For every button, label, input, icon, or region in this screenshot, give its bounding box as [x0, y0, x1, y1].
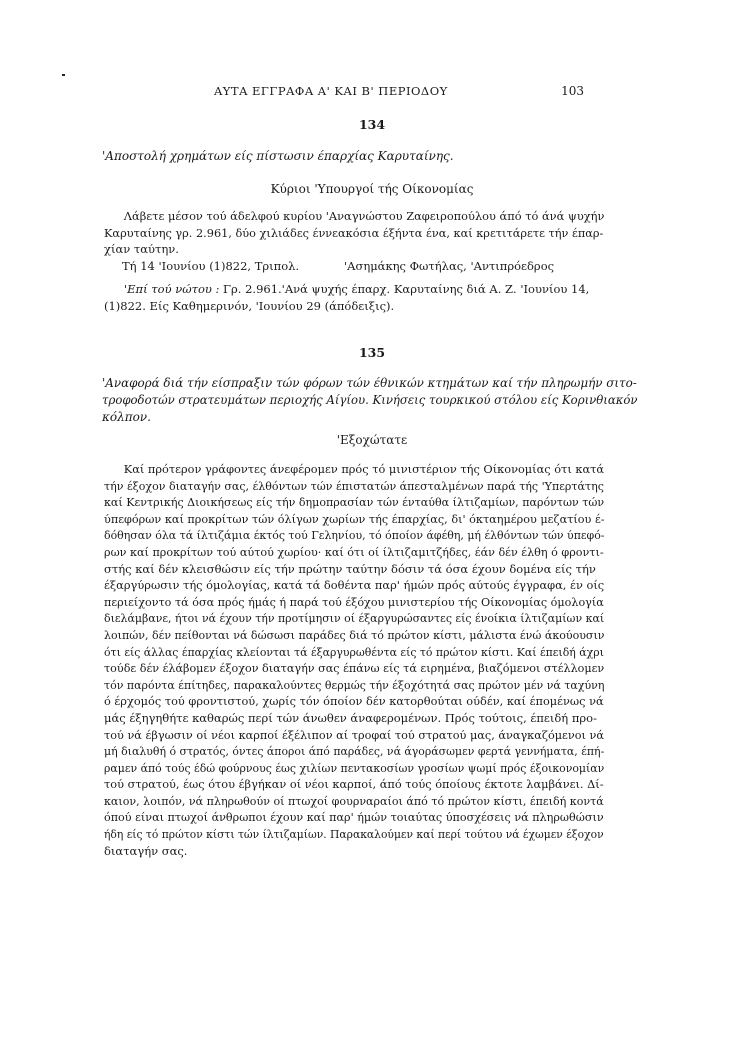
title-line: τροφοδοτών στρατευμάτων περιοχής Αίγίου. Κινήσεις τουρκικού στόλου είς Κορινθιακόν: [102, 393, 638, 407]
page-number: 103: [561, 84, 584, 98]
body-line: ραμεν άπό τούς έδώ φούρνους έως χιλίων πεντακοσίων γροσίων ψωμί πρός έξοικονομίαν: [104, 760, 605, 775]
body-line: ύπεφόρων καί προκρίτων τών όλίγων χωρίων τής έπαρχίας, δι' όκταημέρου μεζατίου έ-: [104, 511, 605, 526]
document-135-salutation: 'Εξοχώτατε: [336, 433, 408, 447]
body-line: μή διαλυθή ό στρατός, όντες άποροι άπό παράδες, νά άγοράσωμεν φερτά γεννήματα, έπή-: [104, 744, 605, 759]
document-134-endorsement: [104, 281, 604, 314]
endorsement-line: [104, 281, 604, 298]
endorsement-label: 'Επί τού νώτου :: [124, 282, 220, 296]
document-number-134: 134: [358, 117, 386, 132]
body-line: Καί πρότερον γράφοντες άνεφέρομεν πρός τό μινιστέριον τής Οίκονομίας ότι κατά: [123, 462, 605, 476]
document-134-title: 'Αποστολή χρημάτων είς πίστωσιν έπαρχίας Καρυταίνης.: [102, 149, 454, 163]
document-135-body: [104, 461, 604, 859]
body-line: όπού είναι πτωχοί άνθρωποι έχουν καί παρ' ήμών τοιαύτας ύποσχέσεις νά πληρωθώσιν: [104, 810, 604, 825]
date-place: Τή 14 'Ιουνίου (1)822, Τριπολ.: [122, 259, 300, 273]
signatory: 'Ασημάκης Φωτήλας, 'Αντιπρόεδρος: [344, 259, 555, 273]
running-header-title: ΑΥΤΑ ΕΓΓΡΑΦΑ Α' ΚΑΙ Β' ΠΕΡΙΟΔΟΥ: [214, 84, 448, 98]
body-line: τού στρατού, έως ότου έβγήκαν οί νέοι καρποί, άπό τούς όποίους έκτοτε λαμβάνει. Δί-: [104, 777, 604, 792]
document-number-135: 135: [358, 345, 386, 360]
body-line: ρων καί προκρίτων τού αύτού χωρίου· καί ότι οί ίλτιζαμιτζήδες, έάν δέν έλθη ό φροντι-: [104, 544, 604, 559]
document-134-salutation: Κύριοι 'Υπουργοί τής Οίκονομίας: [270, 182, 474, 196]
title-line: 'Αναφορά διά τήν είσπραξιν τών φόρων τών έθνικών κτημάτων καί τήν πληρωμήν σιτο-: [102, 376, 637, 390]
body-line: ό έρχομός τού φροντιστού, χωρίς τόν όποίον δέν κατορθούται ούδέν, καί έπομένως νά: [104, 694, 604, 709]
body-line: χίαν ταύτην.: [104, 242, 179, 257]
body-line: ότι είς άλλας έπαρχίας κλείονται τά έξαργυρωθέντα είς τό πρώτον κίστι. Καί έπειδή άχρι: [104, 644, 604, 659]
document-134-body: [104, 208, 604, 258]
endorsement-text: Γρ. 2.961.'Ανά ψυχής έπαρχ. Καρυταίνης διά Α. Ζ. 'Ιουνίου 14,: [219, 282, 590, 296]
margin-mark: [62, 74, 65, 76]
body-line: ήδη είς τό πρώτον κίστι τών ίλτιζαμίων. Παρακαλούμεν καί περί τούτου νά έχωμεν έξοχον: [104, 827, 604, 842]
body-line: λοιπών, δέν πείθονται νά δώσωσι παράδες διά τό πρώτον κίστι, μάλιστα ένώ άκούουσιν: [104, 627, 605, 642]
body-line: διελάμβανε, ήτοι νά έχουν τήν προτίμησιν οί έξαργυρώσαντες είς ένοίκια ίλτιζαμίων καί: [104, 611, 605, 626]
body-line: έξαργύρωσιν τής όμολογίας, κατά τά δοθέντα παρ' ήμών πρός αύτούς έγγραφα, έν οίς: [104, 578, 605, 593]
body-line: Καρυταίνης γρ. 2.961, δύο χιλιάδες έννεακόσια έξήντα ένα, καί κρετιτάρετε τήν έπαρ-: [104, 225, 604, 240]
body-line: στής καί δέν κλεισθώσιν είς τήν πρώτην ταύτην δόσιν τά όσα έχουν δομένα είς τήν: [104, 561, 596, 576]
endorsement-line: (1)822. Είς Καθημερινόν, 'Ιουνίου 29 (άπόδειξις).: [104, 298, 395, 313]
body-line: δόθησαν όλα τά ίλτιζάμια έκτός τού Γεληνίου, τό όποίον άφέθη, μή έλθόντων τών ύπεφό-: [104, 528, 605, 543]
body-line: τήν έξοχον διαταγήν σας, έλθόντων τών έπιστατών άπεσταλμένων παρά τής 'Υπερτάτης: [104, 478, 604, 493]
body-line: Λάβετε μέσον τού άδελφού κυρίου 'Αναγνώστου Ζαφειροπούλου άπό τό άνά ψυχήν: [123, 209, 605, 223]
title-line: κόλπον.: [102, 410, 151, 424]
body-line: περιείχοντο τά όσα πρός ήμάς ή παρά τού έξόχου μινιστερίου τής Οίκονομίας όμολογία: [104, 594, 604, 609]
body-line: τόν παρόντα έπίτηδες, παρακαλούντες θερμώς τήν έξοχότητά σας πρώτον μέν νά ταχύνη: [104, 677, 605, 692]
document-135-title: [102, 375, 637, 426]
body-line: μάς έξηγηθήτε καθαρώς περί τών άνωθεν άναφερομένων. Πρός τούτοις, έπειδή προ-: [104, 710, 597, 725]
body-line: καιον, λοιπόν, νά πληρωθούν οί πτωχοί φουρναραίοι άπό τό πρώτον κίστι, έπειδή κοντά: [104, 793, 604, 808]
running-header: [214, 84, 584, 102]
body-line: διαταγήν σας.: [104, 843, 188, 858]
body-line: τού νά έβγωσιν οί νέοι καρποί έξέλιπον αί τροφαί τού στρατού μας, άναγκαζόμενοι νά: [104, 727, 604, 742]
body-line: τούδε δέν έλάβομεν έξοχον διαταγήν σας έπάνω είς τά ειρημένα, βιαζόμενοι στέλλομεν: [104, 661, 605, 676]
body-line: καί Κεντρικής Διοικήσεως είς τήν δημοπρασίαν τών ένταύθα ίλτιζαμίων, παρόντων τών: [104, 495, 605, 510]
